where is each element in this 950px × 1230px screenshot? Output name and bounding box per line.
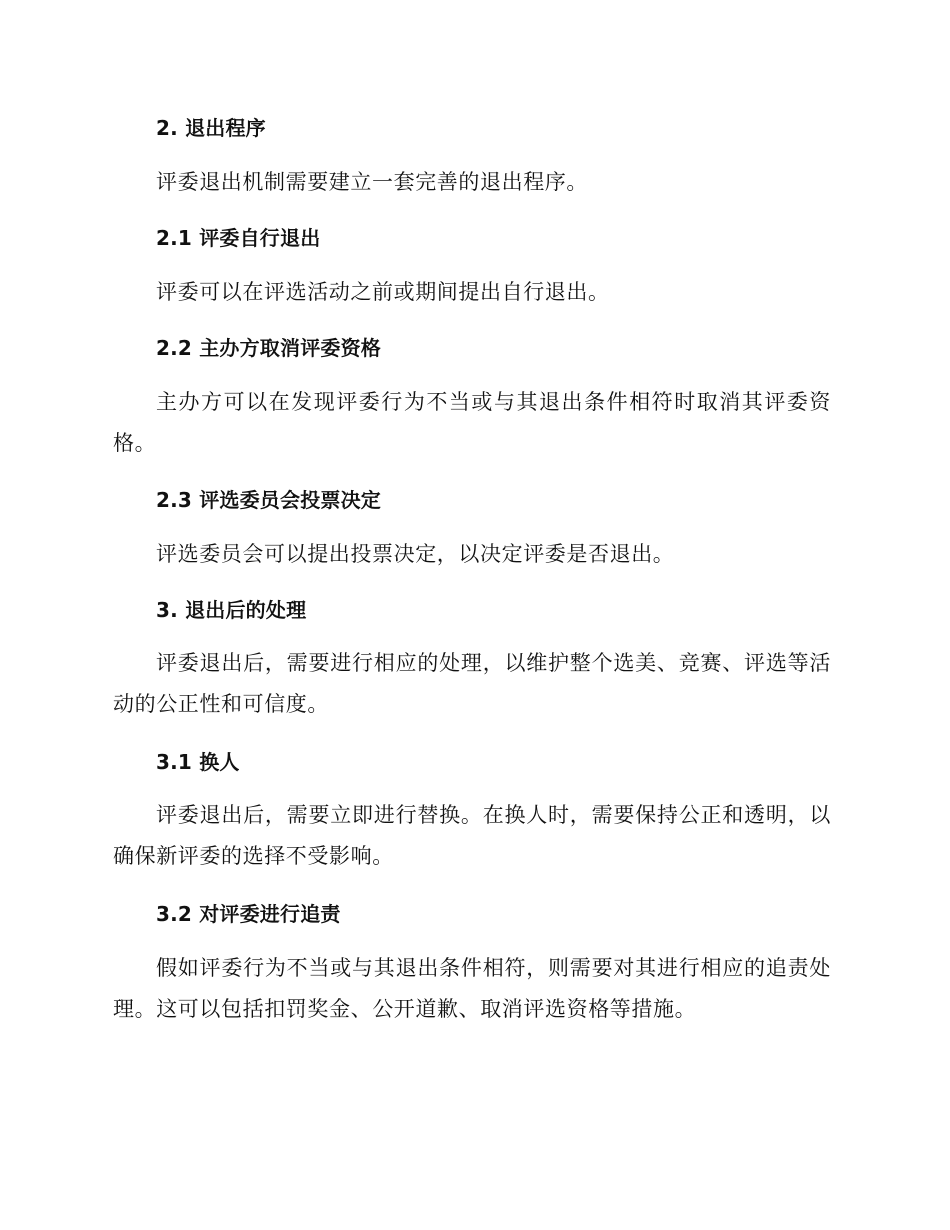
section-heading-2-3: 2.3 评选委员会投票决定: [156, 488, 381, 512]
paragraph-post-exit-handling: 评委退出后，需要进行相应的处理，以维护整个选美、竞赛、评选等活动的公正性和可信度。: [113, 651, 831, 716]
paragraph-committee-vote: 评选委员会可以提出投票决定，以决定评委是否退出。: [156, 542, 675, 566]
paragraph-self-withdrawal: 评委可以在评选活动之前或期间提出自行退出。: [156, 280, 610, 304]
section-heading-3-1: 3.1 换人: [156, 750, 240, 774]
paragraph-accountability: 假如评委行为不当或与其退出条件相符，则需要对其进行相应的追责处理。这可以包括扣罚奖金、公开道歉、取消评选资格等措施。: [113, 956, 831, 1021]
paragraph-replacement: 评委退出后，需要立即进行替换。在换人时，需要保持公正和透明，以确保新评委的选择不受影响。: [113, 803, 831, 868]
section-heading-3-2: 3.2 对评委进行追责: [156, 902, 341, 926]
section-heading-2-2: 2.2 主办方取消评委资格: [156, 336, 381, 360]
paragraph-exit-procedure: 评委退出机制需要建立一套完善的退出程序。: [156, 170, 588, 194]
section-heading-3: 3. 退出后的处理: [156, 598, 307, 622]
paragraph-organizer-cancel: 主办方可以在发现评委行为不当或与其退出条件相符时取消其评委资格。: [113, 390, 831, 455]
section-heading-2: 2. 退出程序: [156, 116, 266, 140]
section-heading-2-1: 2.1 评委自行退出: [156, 226, 321, 250]
